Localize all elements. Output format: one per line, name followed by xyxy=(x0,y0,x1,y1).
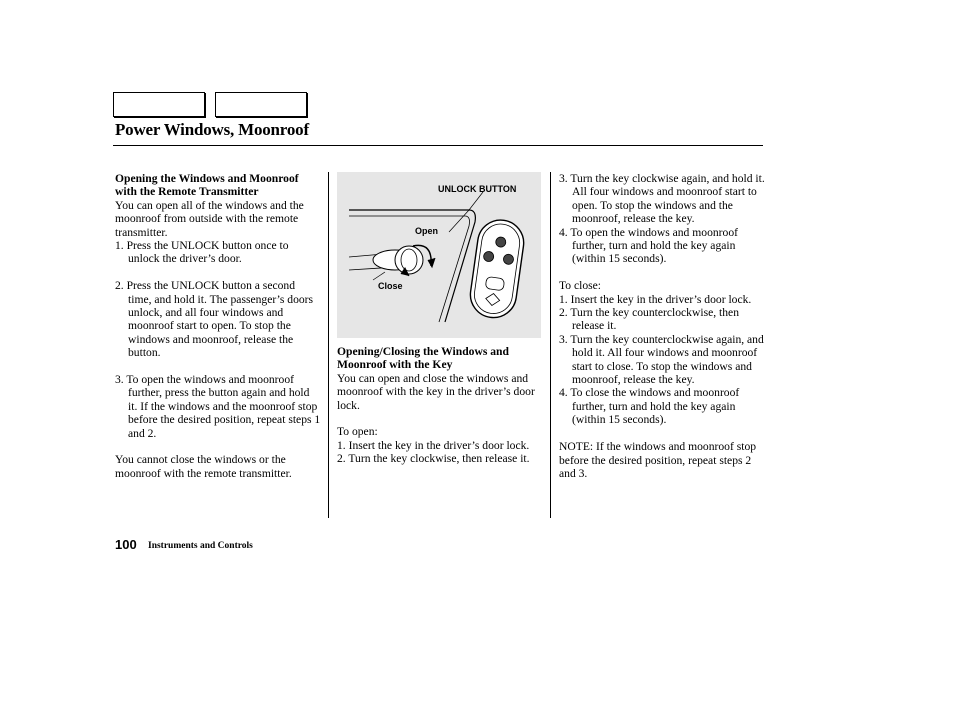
intro-text-remote: You can open all of the windows and the moonroof from outside with the remote transmitter. xyxy=(115,198,304,239)
page-number: 100 xyxy=(115,537,137,552)
remote-step-2: 2. Press the UNLOCK button a second time, and hold it. The passenger’s doors unlock, and all four windows and moonroof start to open. To stop the windows and moonroof, release the button. xyxy=(115,279,314,360)
key-open-step-3: 3. Turn the key clockwise again, and hold it. All four windows and moonroof start to open. To stop the windows and the moonroof, release the key. xyxy=(559,172,765,226)
open-direction-label: Open xyxy=(415,226,439,236)
remote-note: You cannot close the windows or the moonroof with the remote transmitter. xyxy=(115,453,292,480)
title-rule xyxy=(113,145,763,146)
key-open-step-4: 4. To open the windows and moonroof further, turn and hold the key again (within 15 seconds). xyxy=(559,225,738,266)
remote-step-1: 1. Press the UNLOCK button once to unlock the driver’s door. xyxy=(115,239,289,266)
header-tab-box-left xyxy=(113,92,205,117)
section-heading-key: Opening/Closing the Windows and Moonroof with the Key xyxy=(337,345,509,372)
section-heading-remote: Opening the Windows and Moonroof with the Remote Transmitter xyxy=(115,172,299,199)
to-open-label: To open: xyxy=(337,425,378,439)
footer-section-name: Instruments and Controls xyxy=(148,541,253,551)
column-divider-2 xyxy=(550,172,551,518)
key-close-step-4: 4. To close the windows and moonroof further, turn and hold the key again (within 15 seconds). xyxy=(559,386,740,427)
column-key-continued xyxy=(559,172,765,480)
key-note: NOTE: If the windows and moonroof stop before the desired position, repeat steps 2 and 3. xyxy=(559,440,757,480)
to-close-label: To close: xyxy=(559,279,602,293)
column-remote-transmitter xyxy=(115,172,321,480)
key-close-step-2: 2. Turn the key counterclockwise, then release it. xyxy=(559,306,739,333)
page-title: Power Windows, Moonroof xyxy=(115,120,309,139)
key-remote-illustration xyxy=(337,172,541,338)
key-open-step-1: 1. Insert the key in the driver’s door lock. xyxy=(337,438,530,452)
close-direction-label: Close xyxy=(378,281,403,291)
key-open-step-2: 2. Turn the key clockwise, then release it. xyxy=(337,452,530,466)
key-remote-drawing xyxy=(337,172,541,338)
key-close-step-1: 1. Insert the key in the driver’s door lock. xyxy=(559,292,752,306)
remote-step-3: 3. To open the windows and moonroof further, press the button again and hold it. If the windows and the moonroof stop before the desired position, repeat steps 1 and 2. xyxy=(115,373,321,440)
intro-text-key: You can open and close the windows and moonroof with the key in the driver’s door lock. xyxy=(337,371,535,412)
key-close-step-3: 3. Turn the key counterclockwise again, and hold it. All four windows and moonroof start to close. To stop the windows and moonroof, release the key. xyxy=(559,332,764,387)
unlock-button-label: UNLOCK BUTTON xyxy=(438,184,517,194)
column-divider-1 xyxy=(328,172,329,518)
column-key-operation xyxy=(337,345,543,466)
header-tab-box-right xyxy=(215,92,307,117)
